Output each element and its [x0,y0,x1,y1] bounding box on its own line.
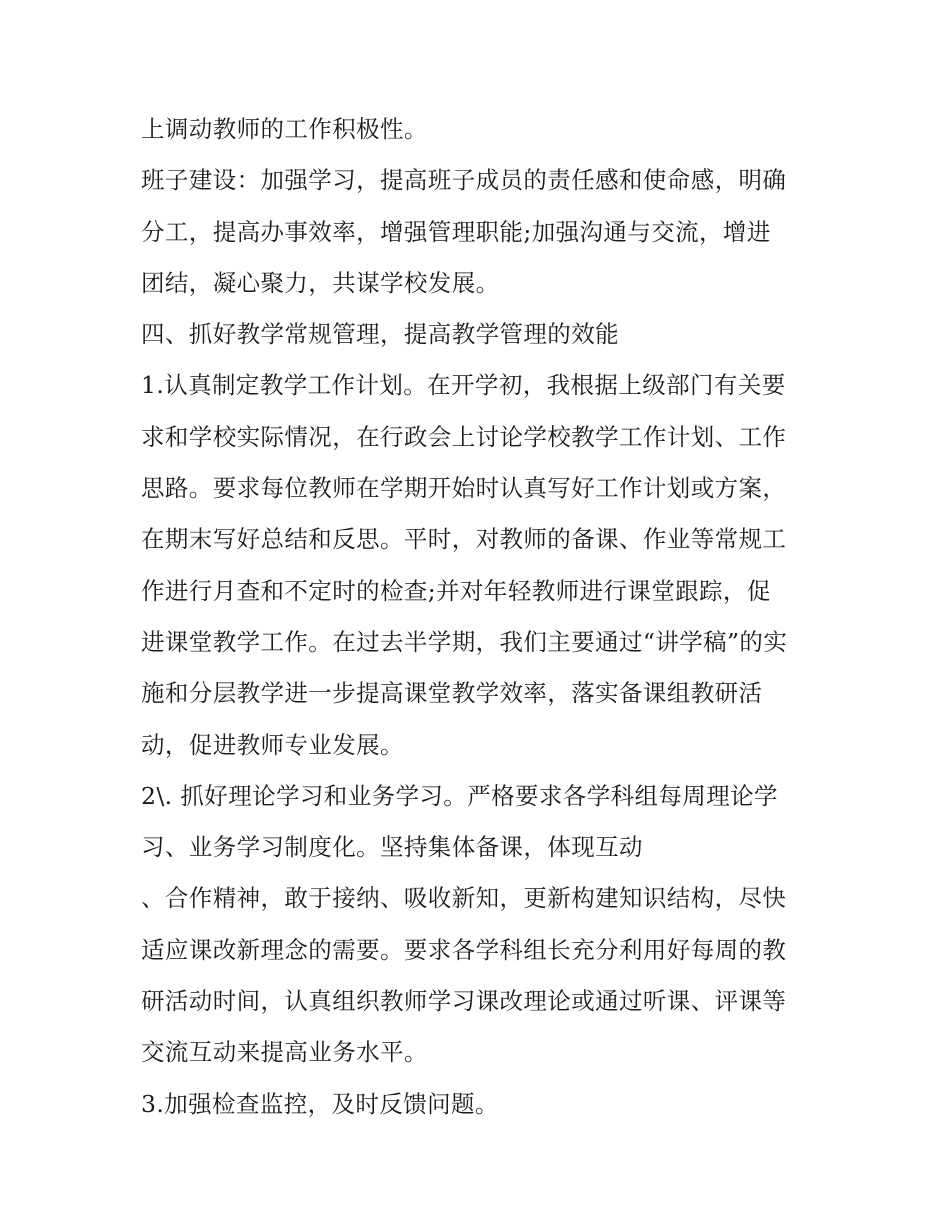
text-line: 适应课改新理念的需要。要求各学科组长充分利用好每周的教 [141,935,787,964]
text-line: 进课堂教学工作。在过去半学期，我们主要通过“讲学稿”的实 [141,627,788,656]
text-line: 动，促进教师专业发展。 [141,730,404,759]
text-line: 3.加强检查监控，及时反馈问题。 [141,1089,499,1118]
text-line: 习、业务学习制度化。坚持集体备课，体现互动 [141,833,643,862]
text-line: 研活动时间，认真组织教师学习课改理论或通过听课、评课等 [141,987,787,1016]
text-line: 施和分层教学进一步提高课堂教学效率，落实备课组教研活 [141,679,763,708]
text-line: 分工，提高办事效率，增强管理职能;加强沟通与交流，增进 [141,217,771,246]
text-line: 1.认真制定教学工作计划。在开学初，我根据上级部门有关要 [141,371,786,400]
text-line: 作进行月查和不定时的检查;并对年轻教师进行课堂跟踪，促 [141,576,771,605]
text-line: 团结，凝心聚力，共谋学校发展。 [141,268,500,297]
text-line: 、合作精神，敢于接纳、吸收新知，更新构建知识结构，尽快 [141,884,787,913]
text-line: 求和学校实际情况，在行政会上讨论学校教学工作计划、工作 [141,422,787,451]
text-line: 上调动教师的工作积极性。 [141,115,428,143]
section-heading: 四、抓好教学常规管理，提高教学管理的效能 [141,320,619,349]
text-line: 在期末写好总结和反思。平时，对教师的备课、作业等常规工 [141,525,787,554]
text-line: 思路。要求每位教师在学期开始时认真写好工作计划或方案， [141,474,787,503]
text-line: 2\. 抓好理论学习和业务学习。严格要求各学科组每周理论学 [141,781,778,810]
text-line: 交流互动来提高业务水平。 [141,1038,428,1067]
text-line: 班子建设：加强学习，提高班子成员的责任感和使命感，明确 [141,166,787,195]
document-body [141,104,821,1130]
